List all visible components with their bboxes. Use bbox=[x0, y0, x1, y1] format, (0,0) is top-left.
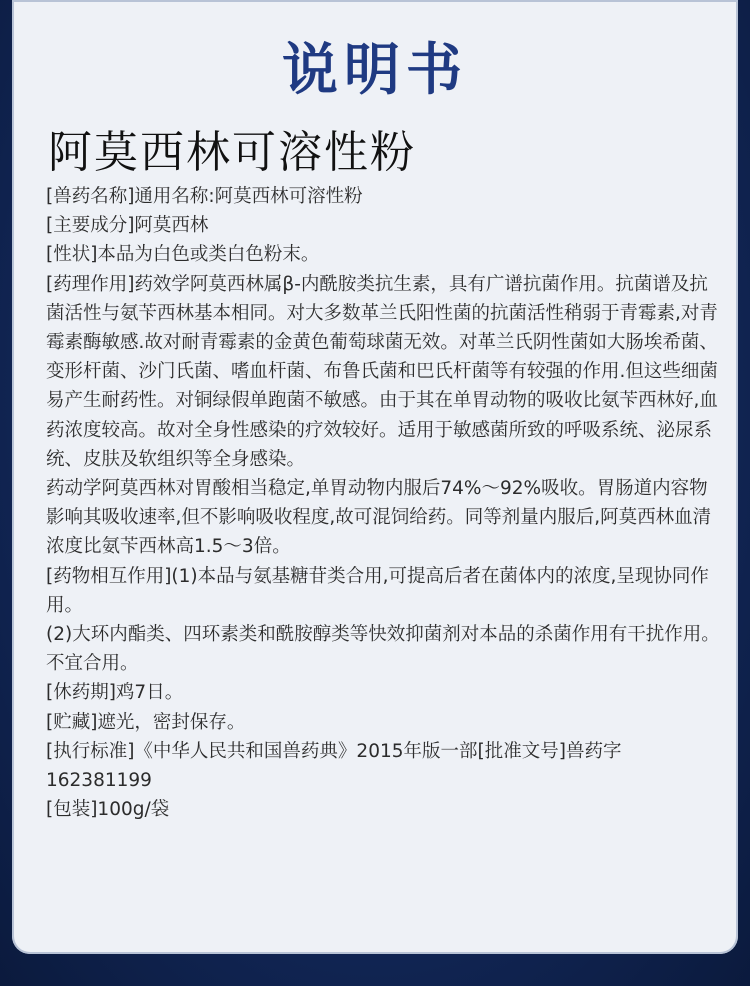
paragraph-pharmacology: [药理作用]药效学阿莫西林属β-内酰胺类抗生素，具有广谱抗菌作用。抗菌谱及抗菌活性与氨苄西林基本相同。对大多数革兰氏阳性菌的抗菌活性稍弱于青霉素,对青霉素酶敏感.故对耐青霉素的金黄色葡萄球菌无效。对革兰氏阴性菌如大肠埃希菌、变形杆菌、沙门氏菌、嗜血杆菌、布鲁氏菌和巴氏杆菌等有较强的作用.但这些细菌易产生耐药性。对铜绿假单跑菌不敏感。由于其在单胃动物的吸收比氨苄西林好,血药浓度较高。故对全身性感染的疗效较好。适用于敏感菌所致的呼吸系统、泌尿系统、皮肤及软组织等全身感染。 bbox=[46, 273, 718, 470]
paragraph-vet-name: [兽药名称]通用名称:阿莫西林可溶性粉 bbox=[46, 186, 363, 207]
paragraph-main-ingredient: [主要成分]阿莫西林 bbox=[46, 215, 209, 237]
product-name: 阿莫西林可溶性粉 bbox=[48, 127, 416, 178]
instruction-body bbox=[46, 182, 726, 824]
paragraph-pharmacokinetics: 药动学阿莫西林对胃酸相当稳定,单胃动物内服后74%～92%吸收。胃肠道内容物影响其吸收速率,但不影响吸收程度,故可混饲给药。同等剂量内服后,阿莫西林血清浓度比氨苄西林高1.5～3倍。 bbox=[46, 478, 712, 558]
paragraph-interactions-2: (2)大环内酯类、四环素类和酰胺醇类等快效抑菌剂对本品的杀菌作用有干扰作用。不宜合用。 bbox=[46, 624, 720, 675]
paragraph-storage: [贮藏]遮光，密封保存。 bbox=[46, 711, 246, 733]
paragraph-package: [包装]100g/袋 bbox=[46, 799, 170, 821]
paragraph-withdrawal: [休药期]鸡7日。 bbox=[46, 682, 184, 704]
paragraph-standard: [执行标准]《中华人民共和国兽药典》2015年版一部[批准文号]兽药字162381199 bbox=[46, 740, 622, 792]
instruction-card bbox=[12, 0, 738, 954]
paragraph-interactions-1: [药物相互作用](1)本品与氨基糖苷类合用,可提高后者在菌体内的浓度,呈现协同作用。 bbox=[46, 565, 709, 616]
page-title: 说明书 bbox=[282, 37, 468, 103]
paragraph-appearance: [性状]本品为白色或类白色粉末。 bbox=[46, 244, 320, 266]
